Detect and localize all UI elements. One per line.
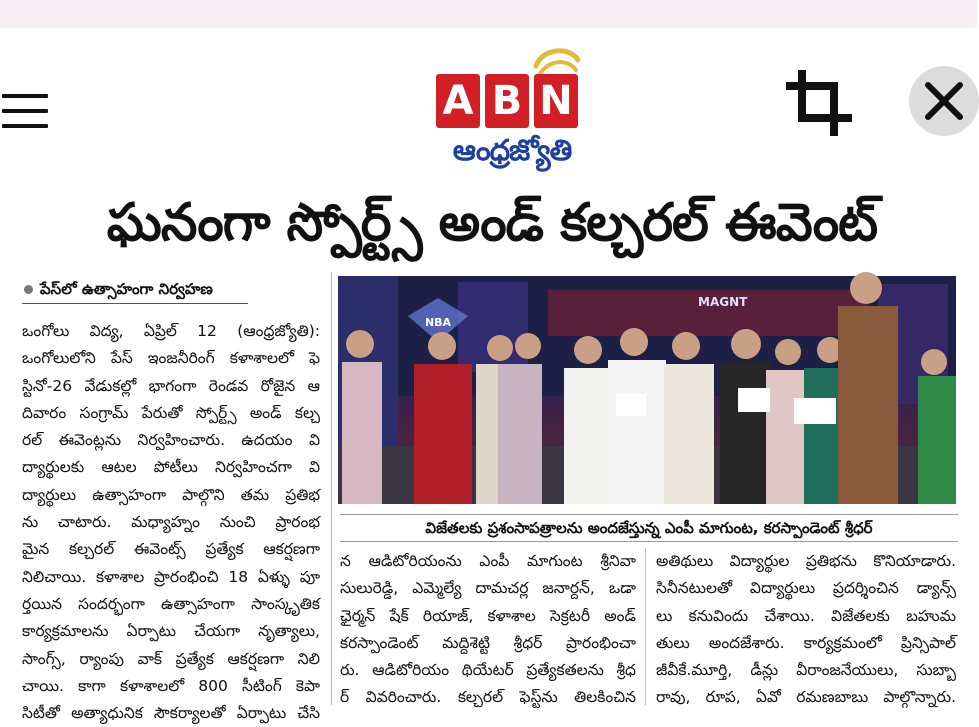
text-line: సులురెడ్డి, ఎమ్మెల్యే దామచర్ల జనార్దన్, ఒడా (340, 579, 636, 598)
article-column-3 (656, 548, 956, 712)
text-line: రు. ఆడిటోరియం థియేటర్ ప్రత్యేకతలను శ్రీధ (340, 661, 636, 680)
text-line: ఒంగోలు విద్య, ఏప్రిల్ 12 (ఆంధ్రజ్యోతి): (22, 322, 320, 340)
svg-text:NBA: NBA (424, 316, 452, 329)
text-line: ద్యార్థులు ఉత్సాహంగా పాల్గొని తమ ప్రతిభ (22, 485, 320, 504)
logo-letter-n: N (534, 74, 578, 128)
text-line: ర్ వివరించారు. కల్చరల్ ఫెస్ట్‌ను తిలకించిన (340, 688, 636, 707)
column-divider (331, 272, 332, 705)
text-line: దివారం సంగ్రామ్ పేరుతో స్పోర్ట్స్ అండ్ కల్చ (22, 403, 320, 422)
text-line: అతిథులు విద్యార్థుల ప్రతిభను కొనియాడారు. (656, 552, 956, 570)
text-line: మైన కల్చరల్ ఈవెంట్స్ ప్రత్యేక ఆకర్షణగా (22, 540, 320, 559)
subheading-text: పేస్‌లో ఉత్సాహంగా నిర్వహణ (40, 280, 213, 298)
text-line: రల్ ఈవెంట్లను నిర్వహించారు. ఉదయం వి (22, 431, 320, 450)
text-line: సినీనటులతో విద్యార్థులు ప్రదర్శించిన డ్యాన్స్ (656, 579, 956, 598)
svg-text:MAGNT: MAGNT (698, 295, 748, 309)
text-line: రావు, రూప, ఏవో రమణబాబు పాల్గొన్నారు. (656, 688, 956, 707)
event-photo (338, 276, 956, 504)
text-line: న ఆడిటోరియంను ఎంపీ మాగుంట శ్రీనివా (340, 552, 636, 570)
close-icon[interactable] (909, 66, 979, 136)
article-column-2 (340, 548, 636, 712)
logo-letter-b: B (485, 74, 529, 128)
text-line: నిలిచాయి. కళాశాల ప్రారంభించి 18 ఏళ్ళు పూ (22, 567, 320, 586)
status-bar (0, 0, 977, 28)
column-divider (645, 548, 646, 705)
text-line: ను చాటారు. మధ్యాహ్నం నుంచి ప్రారంభ (22, 513, 320, 532)
text-line: కార్యక్రమాలను ఏర్పాటు చేయగా నృత్యాలు, (22, 622, 320, 641)
text-line: స్టినో-26 వేడుకల్లో భాగంగా రెండవ రోజైన ఆ (22, 376, 320, 395)
article-column-1 (22, 318, 320, 727)
text-line: సిటీతో అత్యాధునిక సౌకర్యాలతో ఏర్పాటు చేసి (22, 704, 320, 723)
logo-andhrajyothi-text: ఆంధ్రజ్యోతి (452, 133, 572, 167)
text-line: కరస్పాండెంట్ మద్దిశెట్టి శ్రీధర్ ప్రారంభించా (340, 633, 636, 652)
news-clipping (0, 180, 977, 723)
abn-andhrajyothi-logo[interactable] (430, 42, 590, 172)
hamburger-menu-icon[interactable] (0, 92, 52, 132)
logo-letter-a: A (436, 74, 480, 128)
crop-icon[interactable] (786, 70, 852, 136)
text-line: సాంగ్స్, ర్యాంపు వాక్ ప్రత్యేక ఆకర్షణగా నిలి (22, 649, 320, 668)
article-headline: ఘనంగా స్పోర్ట్స్ అండ్ కల్చరల్ ఈవెంట్ (106, 193, 878, 253)
text-line: లు కనువిందు చేశాయి. విజేతలకు బహుమ (656, 606, 956, 625)
text-line: ర్తయిన సందర్భంగా ఉత్సాహంగా సాంస్కృతిక (22, 594, 320, 613)
bullet-icon (24, 285, 33, 294)
text-line: తులు అందజేశారు. కార్యక్రమంలో ప్రిన్సిపాల్ (656, 633, 956, 652)
text-line: ఛైర్మన్ షేక్ రియాజ్, కళాశాల సెక్రటరీ అండ్ (340, 606, 636, 625)
text-line: జీవీకే.మూర్తి, డీన్లు వీరాంజనేయులు, సుబ్బా (656, 661, 956, 680)
app-header (0, 28, 977, 178)
article-subheading (22, 278, 248, 304)
text-line: ఒంగోలులోని పేస్ ఇంజనీరింగ్ కళాశాలలో ఫె (22, 349, 320, 368)
photo-caption: విజేతలకు ప్రశంసాపత్రాలను అందజేస్తున్న ఎంపీ మాగుంట, కరస్పాండెంట్ శ్రీధర్ (340, 514, 958, 542)
text-line: చాయి. కాగా కళాశాలలో 800 సీటింగ్ కెపా (22, 676, 320, 695)
text-line: ద్యార్థులకు ఆటల పోటీలు నిర్వహించగా వి (22, 458, 320, 477)
event-photo-illustration (338, 276, 956, 504)
